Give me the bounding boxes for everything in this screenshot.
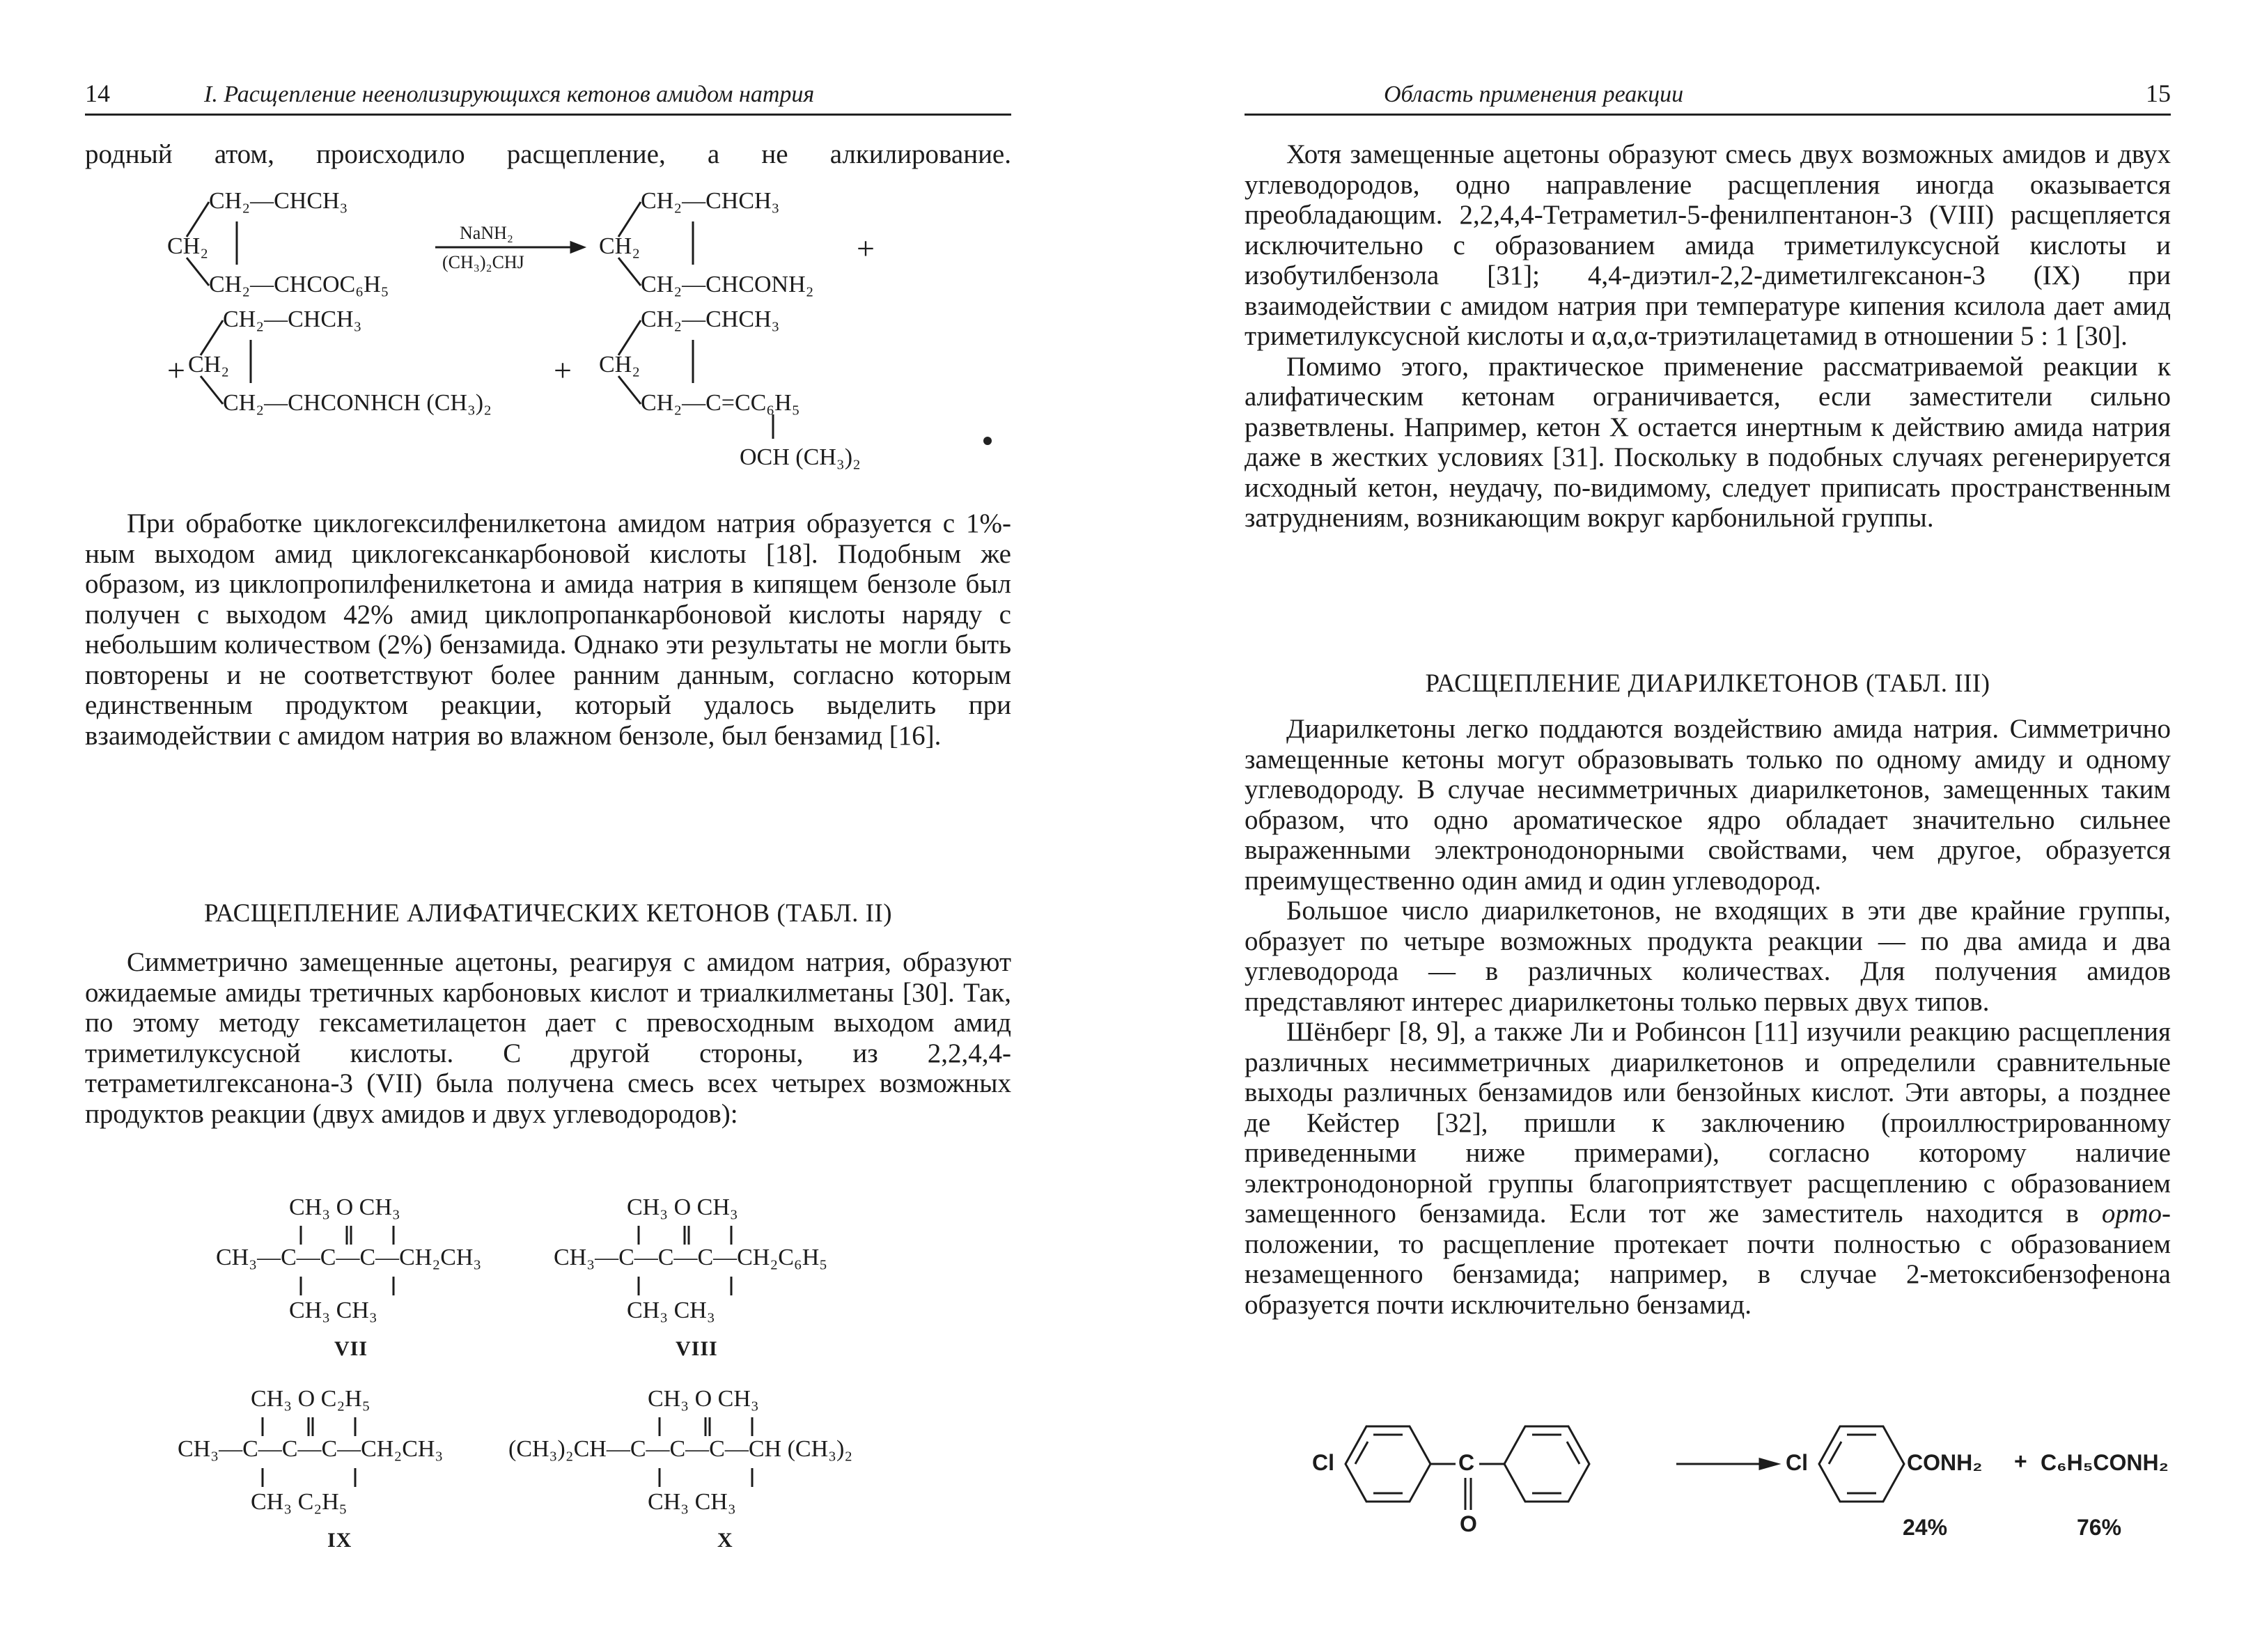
structure-viii-bonds bbox=[554, 1194, 888, 1362]
label-ix: IX bbox=[327, 1529, 352, 1552]
benzene-ring-1 bbox=[1346, 1426, 1430, 1502]
product3-top: CH₂—CHCH₃ bbox=[641, 306, 780, 332]
benzamide-product: C₆H₅CONH₂ bbox=[2041, 1450, 2169, 1475]
reagent-bottom: (CH₃)₂CHJ bbox=[442, 252, 524, 272]
structure-viii bbox=[554, 1194, 888, 1362]
structure-vii-main: CH₃—C—C—C—CH₂CH₃ bbox=[216, 1245, 482, 1270]
running-title-left: I. Расщепление неенолизирующихся кетонов амидом натрия bbox=[204, 81, 815, 107]
benzene-ring-3 bbox=[1819, 1426, 1904, 1502]
reagent-top: NaNH₂ bbox=[460, 223, 513, 243]
plus-sign-2: + bbox=[554, 352, 572, 388]
section-heading-aliphatic: РАСЩЕПЛЕНИЕ АЛИФАТИЧЕСКИХ КЕТОНОВ (ТАБЛ. II) bbox=[203, 899, 893, 928]
product1-bottom: CH₂—CHCONH₂ bbox=[641, 272, 814, 297]
yield-benzamide: 76% bbox=[2077, 1515, 2122, 1540]
product2-mid: CH₂ bbox=[188, 352, 230, 377]
benzene-ring-2 bbox=[1504, 1426, 1589, 1502]
structure-ix-top: CH₃ O C₂H₅ bbox=[251, 1386, 371, 1412]
right-paragraph-5-part-b: -положении, то расщепление протекает почти полностью с образованием незамещенного бензамида; например, в случае 2-метоксибензофенона образуется почти исключительно бензамид. bbox=[1245, 1199, 2171, 1320]
plus-sign-prefix: + bbox=[167, 352, 185, 388]
scheme1-bonds bbox=[167, 188, 933, 481]
structure-vii-top: CH₃ O CH₃ bbox=[289, 1194, 400, 1220]
right-text-block-2 bbox=[1245, 714, 2171, 1320]
product3-bottom: CH₂—C=CC₆H₅ bbox=[641, 390, 800, 416]
page-number-left: 14 bbox=[85, 79, 110, 107]
section-heading-diaryl: РАСЩЕПЛЕНИЕ ДИАРИЛКЕТОНОВ (ТАБЛ. III) bbox=[1425, 669, 1990, 698]
chloro-left: Cl bbox=[1312, 1450, 1334, 1475]
yield-chlorobenzamide: 24% bbox=[1903, 1515, 1948, 1540]
label-vii: VII bbox=[334, 1337, 368, 1360]
reactant-top: CH₂—CHCH₃ bbox=[209, 188, 348, 214]
product3-mid: CH₂ bbox=[599, 352, 641, 377]
structure-vii bbox=[216, 1194, 550, 1362]
plus-sign-3: + bbox=[2014, 1449, 2027, 1474]
product2-bottom: CH₂—CHCONHCH (CH₃)₂ bbox=[223, 390, 492, 416]
structure-x-top: CH₃ O CH₃ bbox=[648, 1386, 759, 1412]
running-header-left bbox=[85, 66, 1011, 116]
scheme2-rings bbox=[1297, 1421, 2202, 1560]
structure-ix bbox=[178, 1386, 512, 1553]
running-title-right: Область применения реакции bbox=[1384, 81, 1684, 107]
structure-x bbox=[508, 1386, 940, 1553]
structure-ix-bonds bbox=[178, 1386, 512, 1553]
left-paragraph-1: При обработке циклогексилфенилкетона амидом натрия образуется с 1%-ным выходом амид циклогексанкарбоновой кислоты [18]. Подобным же образом, из циклопропилфенилкетона и амида натрия в кипящем бензоле был получен с выходом 42% амид циклопропанкарбоновой кислоты наряду с небольшим количеством (2%) бензамида. Однако эти результаты не могли быть повторены и не соответствуют более ранним данным, согласно которым единственным продуктом реакции, который удалось выделить при взаимодействии с амидом натрия во влажном бензоле, был бензамид [16]. bbox=[85, 508, 1011, 751]
product1-top: CH₂—CHCH₃ bbox=[641, 188, 780, 214]
reaction-scheme-2 bbox=[1297, 1421, 2202, 1560]
reactant-mid: CH₂ bbox=[167, 233, 209, 259]
plus-sign-1: + bbox=[857, 231, 875, 266]
running-header-right bbox=[1245, 66, 2171, 116]
structure-x-bottom: CH₃ CH₃ bbox=[648, 1489, 736, 1515]
right-paragraph-5 bbox=[1245, 1017, 2171, 1320]
chloro-right: Cl bbox=[1786, 1450, 1808, 1475]
structure-vii-bonds bbox=[216, 1194, 550, 1362]
label-viii: VIII bbox=[676, 1337, 718, 1360]
ortho-emphasis: орто bbox=[2101, 1199, 2162, 1229]
product2-top: CH₂—CHCH₃ bbox=[223, 306, 362, 332]
structure-viii-top: CH₃ O CH₃ bbox=[627, 1194, 738, 1220]
structure-ix-bottom: CH₃ C₂H₅ bbox=[251, 1489, 348, 1515]
scan-speck bbox=[983, 437, 992, 445]
structure-x-bonds bbox=[508, 1386, 940, 1553]
left-paragraph-2: Симметрично замещенные ацетоны, реагируя с амидом натрия, образуют ожидаемые амиды третичных карбоновых кислот и триалкилметаны [30]. Так, по этому методу гексаметилацетон дает с превосходным выходом амид триметилуксусной кислоты. С другой стороны, из 2,2,4,4-тетраметилгексанона-3 (VII) была получена смесь всех четырех возможных продуктов реакции (двух амидов и двух углеводородов): bbox=[85, 947, 1011, 1129]
structure-viii-bottom: CH₃ CH₃ bbox=[627, 1298, 715, 1323]
intro-paragraph: родный атом, происходило расщепление, а не алкилирование. bbox=[85, 139, 1011, 169]
right-paragraph-4: Большое число диарилкетонов, не входящих в эти две крайние группы, образует по четыре возможных продукта реакции — по два амида и два углеводорода — в различных количествах. Для получения амидов представляют интерес диарилкетоны только первых двух типов. bbox=[1245, 896, 2171, 1017]
reaction-scheme-1 bbox=[167, 188, 933, 481]
right-paragraph-2: Помимо этого, практическое применение рассматриваемой реакции к алифатическим кетонам ограничивается, если заместители сильно разветвлены. Например, кетон X остается инертным к действию амида натрия даже в жестких условиях [31]. Поскольку в подобных случаях регенерируется исходный кетон, неудачу, по-видимому, следует приписать пространственным затруднениям, возникающим вокруг карбонильной группы. bbox=[1245, 351, 2171, 533]
intro-line bbox=[85, 139, 1011, 170]
product1-mid: CH₂ bbox=[599, 233, 641, 259]
structure-vii-bottom: CH₃ CH₃ bbox=[289, 1298, 377, 1323]
right-paragraph-5-part-a: Шёнберг [8, 9], а также Ли и Робинсон [11] изучили реакцию расщепления различных несимметричных диарилкетонов и определили сравнительные выходы различных бензамидов или бензойных кислот. Эти авторы, а позднее де Кейстер [32], пришли к заключению (проиллюстрированному приведенными ниже примерами), согласно которому наличие электронодонорной группы благоприятствует расщеплению с образованием замещенного бензамида. Если тот же заместитель находится в bbox=[1245, 1017, 2171, 1229]
left-text-block-2 bbox=[85, 947, 1011, 1129]
structure-x-main: (CH₃)₂CH—C—C—C—CH (CH₃)₂ bbox=[508, 1436, 853, 1462]
amide-group: CONH₂ bbox=[1907, 1450, 1983, 1475]
structure-viii-main: CH₃—C—C—C—CH₂C₆H₅ bbox=[554, 1245, 828, 1270]
label-x: X bbox=[717, 1529, 733, 1552]
right-paragraph-1: Хотя замещенные ацетоны образуют смесь двух возможных амидов и двух углеводородов, одно направление расщепления иногда оказывается преобладающим. 2,2,4,4-Тетраметил-5-фенилпентанон-3 (VIII) расщепляется исключительно с образованием амида триметилуксусной кислоты и изобутилбензола [31]; 4,4-диэтил-2,2-диметилгексанон-3 (IX) при взаимодействии с амидом натрия при температуре кипения ксилола дает амид триметилуксусной кислоты и α,α,α-триэтилацетамид в отношении 5 : 1 [30]. bbox=[1245, 139, 2171, 351]
right-paragraph-3: Диарилкетоны легко поддаются воздействию амида натрия. Симметрично замещенные кетоны могут образовывать только по одному амиду и одному углеводороду. В случае несимметричных диарилкетонов, замещенных таким образом, что одно ароматическое ядро обладает значительно сильнее выраженными электронодонорными свойствами, чем другое, образуется преимущественно один амид и один углеводород. bbox=[1245, 714, 2171, 896]
carbonyl-oxygen: O bbox=[1460, 1511, 1477, 1536]
carbonyl-carbon: C bbox=[1458, 1450, 1475, 1475]
structure-ix-main: CH₃—C—C—C—CH₂CH₃ bbox=[178, 1436, 444, 1462]
right-page bbox=[1123, 0, 2246, 1652]
product3-substituent: OCH (CH₃)₂ bbox=[740, 444, 861, 470]
reactant-bottom: CH₂—CHCOC₆H₅ bbox=[209, 272, 389, 297]
left-text-block-1 bbox=[85, 508, 1011, 751]
right-text-block-1 bbox=[1245, 139, 2171, 533]
page-number-right: 15 bbox=[2146, 79, 2171, 107]
